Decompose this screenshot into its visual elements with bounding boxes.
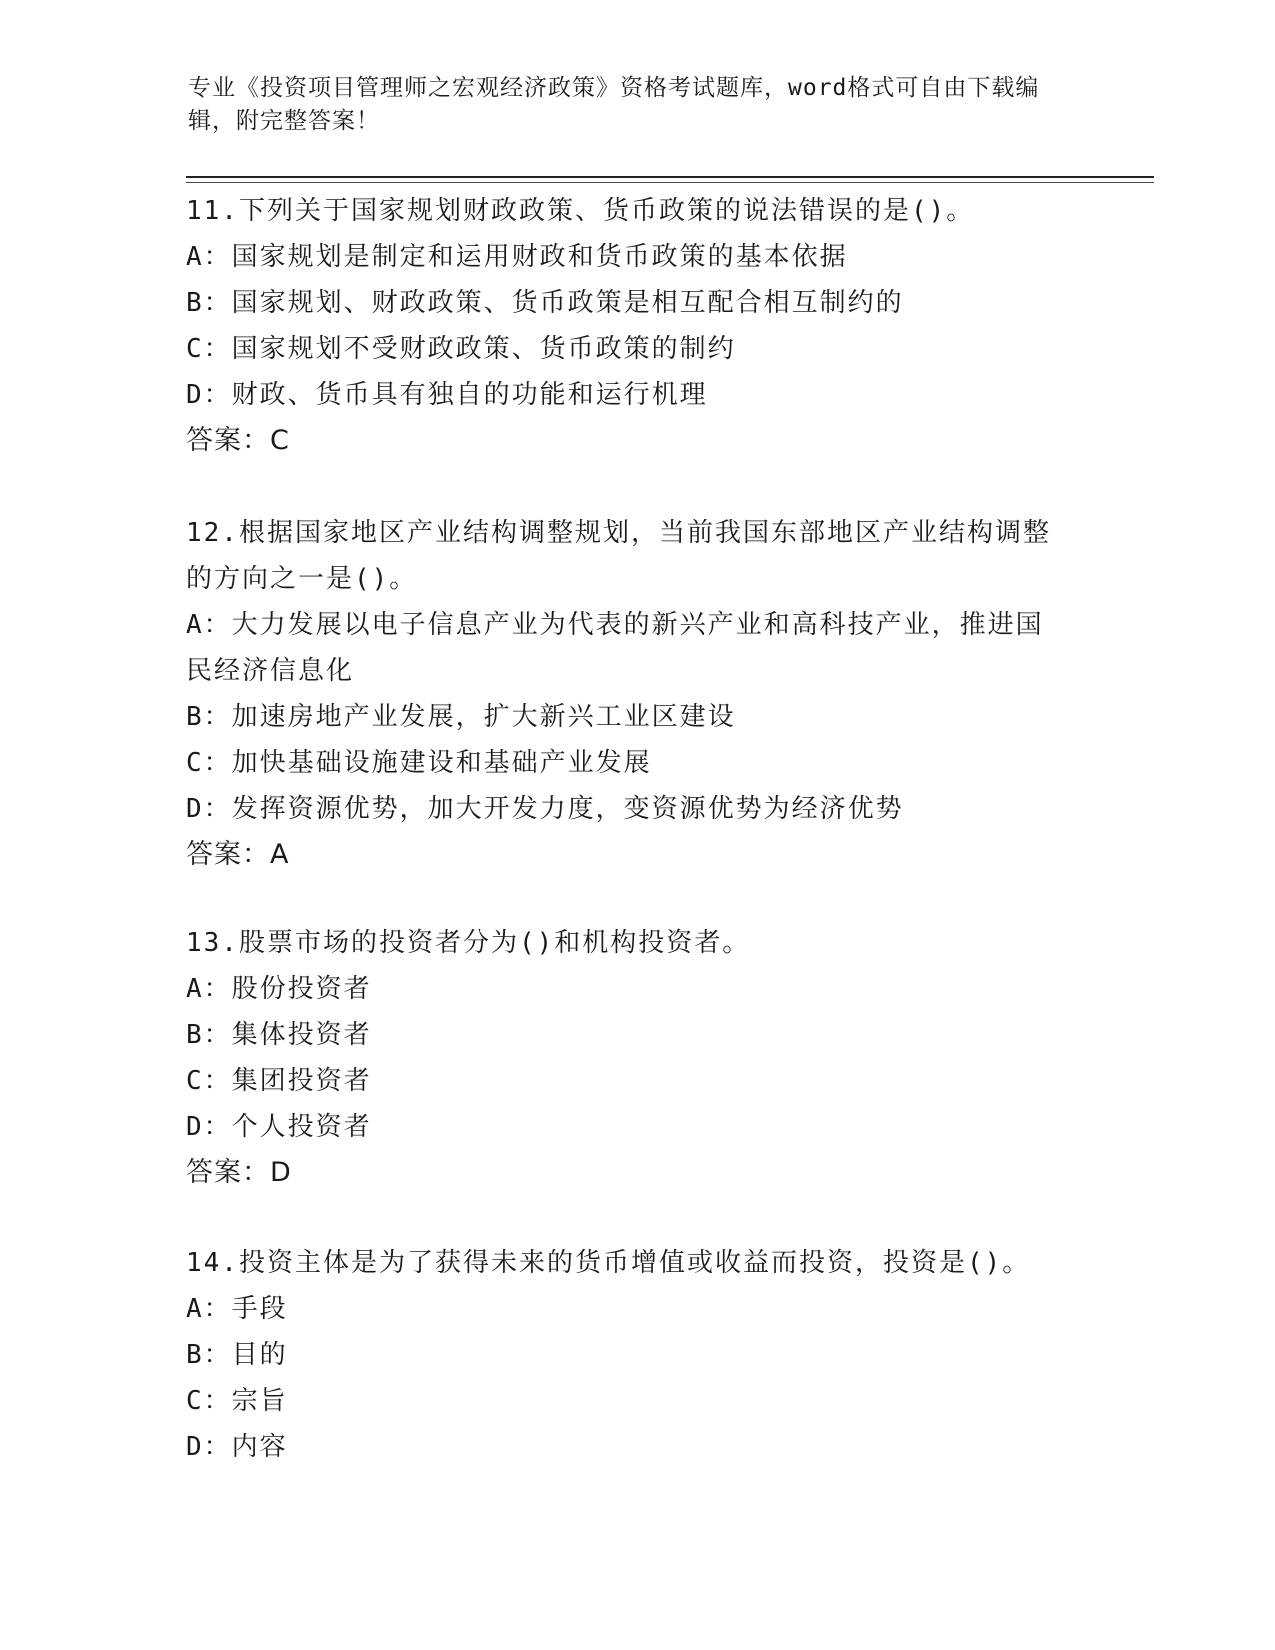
- option-c: C：加快基础设施建设和基础产业发展: [186, 748, 652, 778]
- question-stem: 12.根据国家地区产业结构调整规划，当前我国东部地区产业结构调整: [186, 518, 1051, 548]
- option-c: C：宗旨: [186, 1386, 288, 1416]
- answer-line: 答案：D: [186, 1157, 292, 1188]
- option-d: D：财政、货币具有独自的功能和运行机理: [186, 380, 708, 410]
- option-d: D：个人投资者: [186, 1112, 372, 1142]
- question-14: [186, 1240, 1086, 1470]
- question-11: [186, 188, 1086, 464]
- option-a: A：股份投资者: [186, 974, 372, 1004]
- question-stem: 13.股票市场的投资者分为()和机构投资者。: [186, 928, 751, 958]
- question-12: [186, 510, 1086, 878]
- option-c: C：国家规划不受财政政策、货币政策的制约: [186, 334, 736, 364]
- option-b: B：集体投资者: [186, 1020, 372, 1050]
- option-a: A：国家规划是制定和运用财政和货币政策的基本依据: [186, 242, 848, 272]
- question-stem: 11.下列关于国家规划财政政策、货币政策的说法错误的是()。: [186, 196, 975, 226]
- document-header: 专业《投资项目管理师之宏观经济政策》资格考试题库，word格式可自由下载编辑，附完整答案！: [188, 75, 1040, 134]
- header-divider-thin: [186, 182, 1154, 183]
- option-d: D：发挥资源优势，加大开发力度，变资源优势为经济优势: [186, 794, 904, 824]
- option-a: A：手段: [186, 1294, 288, 1324]
- question-stem-continued: 的方向之一是()。: [186, 564, 418, 594]
- answer-line: 答案：A: [186, 839, 290, 870]
- answer-line: 答案：C: [186, 425, 290, 456]
- question-stem: 14.投资主体是为了获得未来的货币增值或收益而投资，投资是()。: [186, 1248, 1031, 1278]
- option-b: B：目的: [186, 1340, 288, 1370]
- option-a: A：大力发展以电子信息产业为代表的新兴产业和高科技产业，推进国: [186, 610, 1044, 640]
- option-b: B：国家规划、财政政策、货币政策是相互配合相互制约的: [186, 288, 904, 318]
- question-13: [186, 920, 1086, 1196]
- option-c: C：集团投资者: [186, 1066, 372, 1096]
- option-d: D：内容: [186, 1432, 288, 1462]
- option-a-continued: 民经济信息化: [186, 656, 355, 686]
- header-divider-thick: [186, 176, 1154, 178]
- option-b: B：加速房地产业发展，扩大新兴工业区建设: [186, 702, 736, 732]
